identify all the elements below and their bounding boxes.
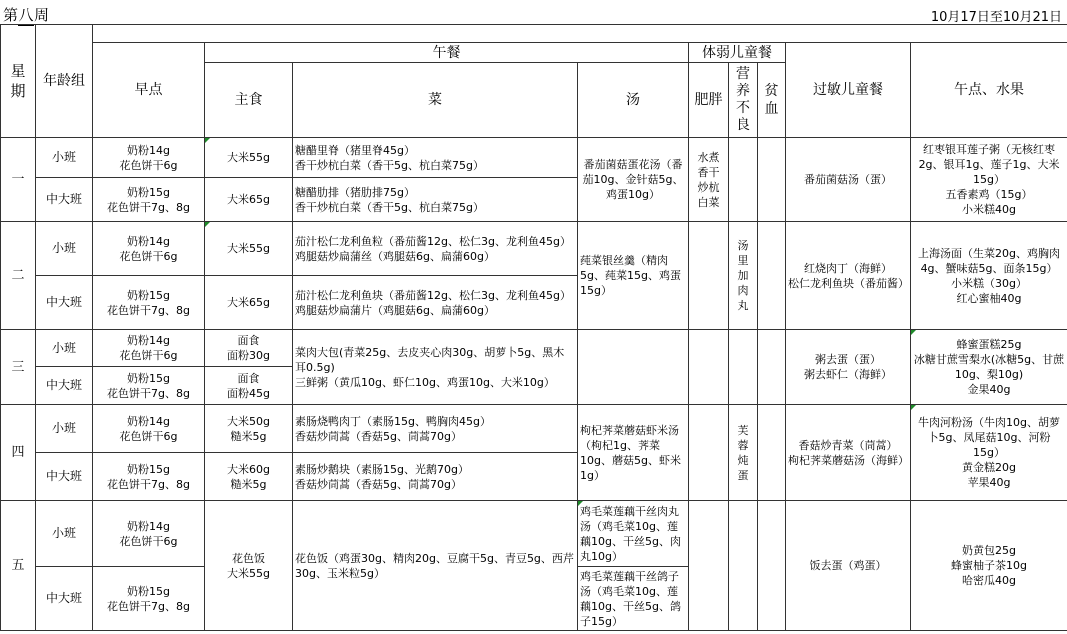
staple-cell: 花色饭 大米55g	[205, 501, 293, 631]
breakfast-cell: 奶粉14g 花色饼干6g	[93, 501, 205, 567]
weekday-cell: 四	[1, 405, 36, 501]
anemia-header: 贫 血	[758, 63, 786, 138]
breakfast-header: 早点	[93, 43, 205, 138]
staple-cell: 大米50g 糙米5g	[205, 405, 293, 453]
breakfast-cell: 奶粉15g 花色饼干7g、8g	[93, 276, 205, 330]
breakfast-cell: 奶粉14g 花色饼干6g	[93, 222, 205, 276]
malnourished-cell	[729, 501, 758, 631]
group-cell: 中大班	[36, 178, 93, 222]
staple-cell: 大米55g	[205, 138, 293, 178]
weekday-cell: 二	[1, 222, 36, 330]
group-cell: 小班	[36, 501, 93, 567]
allergy-cell: 番茄菌菇汤（蛋）	[786, 138, 911, 222]
group-cell: 中大班	[36, 453, 93, 501]
group-cell: 小班	[36, 222, 93, 276]
breakfast-cell: 奶粉15g 花色饼干7g、8g	[93, 367, 205, 405]
group-cell: 中大班	[36, 567, 93, 631]
soup-cell: 番茄菌菇蛋花汤（番茄10g、金针菇5g、鸡蛋10g）	[578, 138, 689, 222]
staple-cell: 大米55g	[205, 222, 293, 276]
group-cell: 小班	[36, 330, 93, 367]
obese-cell	[689, 222, 729, 330]
dish-cell: 花色饭（鸡蛋30g、精肉20g、豆腐干5g、青豆5g、西芹30g、玉米粒5g）	[293, 501, 578, 631]
obese-header: 肥胖	[689, 63, 729, 138]
soup-cell: 枸杞荠菜蘑菇虾米汤（枸杞1g、荠菜10g、蘑菇5g、虾米1g）	[578, 405, 689, 501]
allergy-cell: 饭去蛋（鸡蛋）	[786, 501, 911, 631]
staple-cell: 大米60g 糙米5g	[205, 453, 293, 501]
allergy-header: 过敏儿童餐	[786, 43, 911, 138]
allergy-cell: 香菇炒青菜（茼蒿） 枸杞荠菜蘑菇汤（海鲜）	[786, 405, 911, 501]
malnourished-header: 营 养 不 良	[729, 63, 758, 138]
group-cell: 小班	[36, 405, 93, 453]
breakfast-cell: 奶粉14g 花色饼干6g	[93, 330, 205, 367]
obese-cell	[689, 405, 729, 501]
week-prefix: 第	[3, 6, 19, 24]
anemia-cell	[758, 138, 786, 222]
breakfast-cell: 奶粉15g 花色饼干7g、8g	[93, 453, 205, 501]
breakfast-cell: 奶粉14g 花色饼干6g	[93, 405, 205, 453]
dish-cell: 素肠烧鸭肉丁（素肠15g、鸭胸肉45g） 香菇炒茼蒿（香菇5g、茼蒿70g）	[293, 405, 578, 453]
afternoon-cell: 奶黄包25g 蜂蜜柚子茶10g 哈密瓜40g	[911, 501, 1067, 631]
group-cell: 中大班	[36, 367, 93, 405]
anemia-cell	[758, 501, 786, 631]
obese-cell: 水煮 香干 炒杭 白菜	[689, 138, 729, 222]
age-group-header: 年龄组	[36, 25, 93, 138]
header-spacer	[93, 25, 1067, 43]
obese-cell	[689, 501, 729, 631]
weekday-header: 星 期	[1, 25, 36, 138]
afternoon-cell: 牛肉河粉汤（牛肉10g、胡萝卜5g、凤尾菇10g、河粉15g） 黄金糕20g 苹果40g	[911, 405, 1067, 501]
dish-cell: 茄汁松仁龙利鱼块（番茄酱12g、松仁3g、龙利鱼45g） 鸡腿菇炒扁蒲片（鸡腿菇6g、扁蒲60g）	[293, 276, 578, 330]
dish-header: 菜	[293, 63, 578, 138]
allergy-cell: 红烧肉丁（海鲜） 松仁龙利鱼块（番茄酱）	[786, 222, 911, 330]
malnourished-cell: 汤 里 加 肉 丸	[729, 222, 758, 330]
breakfast-cell: 奶粉15g 花色饼干7g、8g	[93, 567, 205, 631]
anemia-cell	[758, 405, 786, 501]
obese-cell	[689, 330, 729, 405]
week-label	[3, 4, 49, 26]
sheet-title-row	[0, 0, 1067, 26]
week-number: 八	[18, 6, 34, 24]
staple-cell: 面食 面粉30g	[205, 330, 293, 367]
soup-cell: 莼菜银丝羹（精肉5g、莼菜15g、鸡蛋15g）	[578, 222, 689, 330]
staple-cell: 面食 面粉45g	[205, 367, 293, 405]
week-suffix: 周	[34, 6, 50, 24]
breakfast-cell: 奶粉14g 花色饼干6g	[93, 138, 205, 178]
group-cell: 小班	[36, 138, 93, 178]
staple-cell: 大米65g	[205, 178, 293, 222]
afternoon-header: 午点、水果	[911, 43, 1067, 138]
dish-cell: 糖醋里脊（猪里脊45g） 香干炒杭白菜（香干5g、杭白菜75g）	[293, 138, 578, 178]
staple-header: 主食	[205, 63, 293, 138]
weekday-cell: 五	[1, 501, 36, 631]
anemia-cell	[758, 330, 786, 405]
dish-cell: 茄汁松仁龙利鱼粒（番茄酱12g、松仁3g、龙利鱼45g） 鸡腿菇炒扁蒲丝（鸡腿菇6g、扁蒲60g）	[293, 222, 578, 276]
date-range: 10月17日至10月21日	[930, 10, 1062, 25]
staple-cell: 大米65g	[205, 276, 293, 330]
soup-cell: 鸡毛菜莲藕干丝鸽子汤（鸡毛菜10g、莲藕10g、干丝5g、鸽子15g）	[578, 567, 689, 631]
weak-children-header: 体弱儿童餐	[689, 43, 786, 63]
weekday-cell: 三	[1, 330, 36, 405]
dish-cell: 糖醋肋排（猪肋排75g） 香干炒杭白菜（香干5g、杭白菜75g）	[293, 178, 578, 222]
malnourished-cell: 芙 蓉 炖 蛋	[729, 405, 758, 501]
dish-cell: 素肠炒鹅块（素肠15g、光鹅70g） 香菇炒茼蒿（香菇5g、茼蒿70g）	[293, 453, 578, 501]
lunch-header: 午餐	[205, 43, 689, 63]
dish-cell: 菜肉大包(青菜25g、去皮夹心肉30g、胡萝卜5g、黑木耳0.5g) 三鲜粥（黄瓜10g、虾仁10g、鸡蛋10g、大米10g）	[293, 330, 578, 405]
allergy-cell: 粥去蛋（蛋） 粥去虾仁（海鲜）	[786, 330, 911, 405]
afternoon-cell: 红枣银耳莲子粥（无核红枣2g、银耳1g、莲子1g、大米15g） 五香素鸡（15g） 小米糕40g	[911, 138, 1067, 222]
malnourished-cell	[729, 138, 758, 222]
menu-table	[0, 24, 1067, 631]
soup-cell: 鸡毛菜莲藕干丝肉丸汤（鸡毛菜10g、莲藕10g、干丝5g、肉丸10g）	[578, 501, 689, 567]
breakfast-cell: 奶粉15g 花色饼干7g、8g	[93, 178, 205, 222]
anemia-cell	[758, 222, 786, 330]
group-cell: 中大班	[36, 276, 93, 330]
soup-header: 汤	[578, 63, 689, 138]
malnourished-cell	[729, 330, 758, 405]
afternoon-cell: 蜂蜜蛋糕25g 冰糖甘蔗雪梨水(冰糖5g、甘蔗10g、梨10g) 金果40g	[911, 330, 1067, 405]
weekday-cell: 一	[1, 138, 36, 222]
afternoon-cell: 上海汤面（生菜20g、鸡胸肉4g、蟹味菇5g、面条15g） 小米糕（30g） 红心蜜柚40g	[911, 222, 1067, 330]
soup-cell	[578, 330, 689, 405]
